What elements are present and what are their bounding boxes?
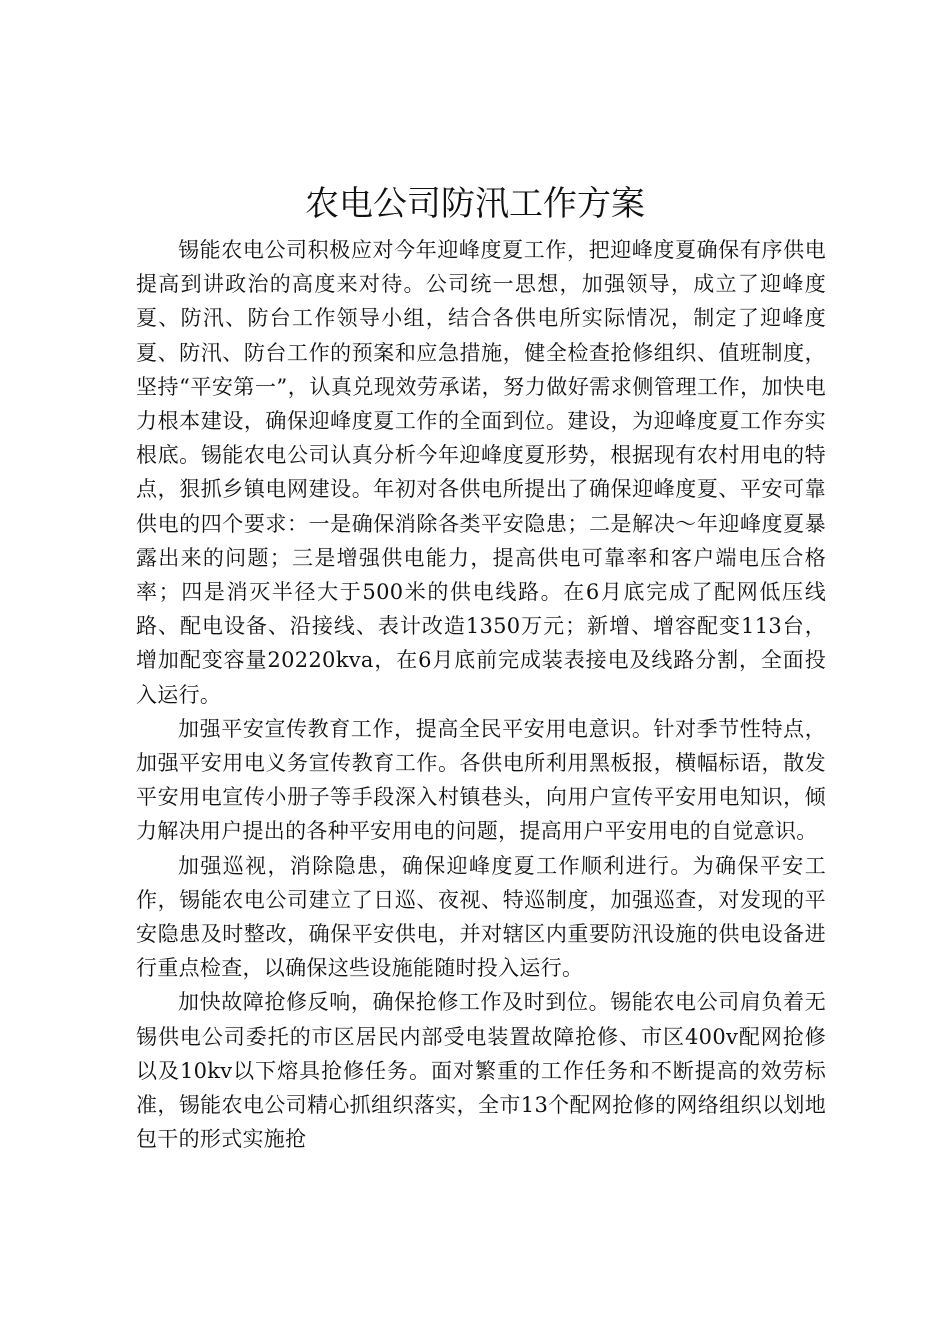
paragraph-3: 加强巡视，消除隐患，确保迎峰度夏工作顺利进行。为确保平安工作，锡能农电公司建立了日巡、夜视、特巡制度，加强巡查，对发现的平安隐患及时整改，确保平安供电，并对辖区内重要防汛设施的供电设备进行重点检查，以确保这些设施能随时投入运行。 <box>136 853 826 981</box>
paragraph-4: 加快故障抢修反响，确保抢修工作及时到位。锡能农电公司肩负着无锡供电公司委托的市区居民内部受电装置故障抢修、市区400v配网抢修以及10kv以下熔具抢修任务。面对繁重的工作任务和不断提高的效劳标准，锡能农电公司精心抓组织落实，全市13个配网抢修的网络组织以划地包干的形式实施抢 <box>136 990 826 1152</box>
document-title: 农电公司防汛工作方案 <box>305 184 645 224</box>
paragraph-2: 加强平安宣传教育工作，提高全民平安用电意识。针对季节性特点，加强平安用电义务宣传教育工作。各供电所利用黑板报，横幅标语，散发平安用电宣传小册子等手段深入村镇巷头，向用户宣传平安用电知识，倾力解决用户提出的各种平安用电的问题，提高用户平安用电的自觉意识。 <box>136 716 826 844</box>
paragraph-1: 锡能农电公司积极应对今年迎峰度夏工作，把迎峰度夏确保有序供电提高到讲政治的高度来对待。公司统一思想，加强领导，成立了迎峰度夏、防汛、防台工作领导小组，结合各供电所实际情况，制定了迎峰度夏、防汛、防台工作的预案和应急措施，健全检查抢修组织、值班制度，坚持“平安第一”，认真兑现效劳承诺，努力做好需求侧管理工作，加快电力根本建设，确保迎峰度夏工作的全面到位。建设，为迎峰度夏工作夯实根底。锡能农电公司认真分析今年迎峰度夏形势，根据现有农村用电的特点，狠抓乡镇电网建设。年初对各供电所提出了确保迎峰度夏、平安可靠供电的四个要求：一是确保消除各类平安隐患；二是解决～年迎峰度夏暴露出来的问题；三是增强供电能力，提高供电可靠率和客户端电压合格率；四是消灭半径大于500米的供电线路。在6月底完成了配网低压线路、配电设备、沿接线、表计改造1350万元；新增、增容配变113台，增加配变容量20220kva，在6月底前完成装表接电及线路分割，全面投入运行。 <box>136 238 826 707</box>
document-body <box>136 233 826 1156</box>
